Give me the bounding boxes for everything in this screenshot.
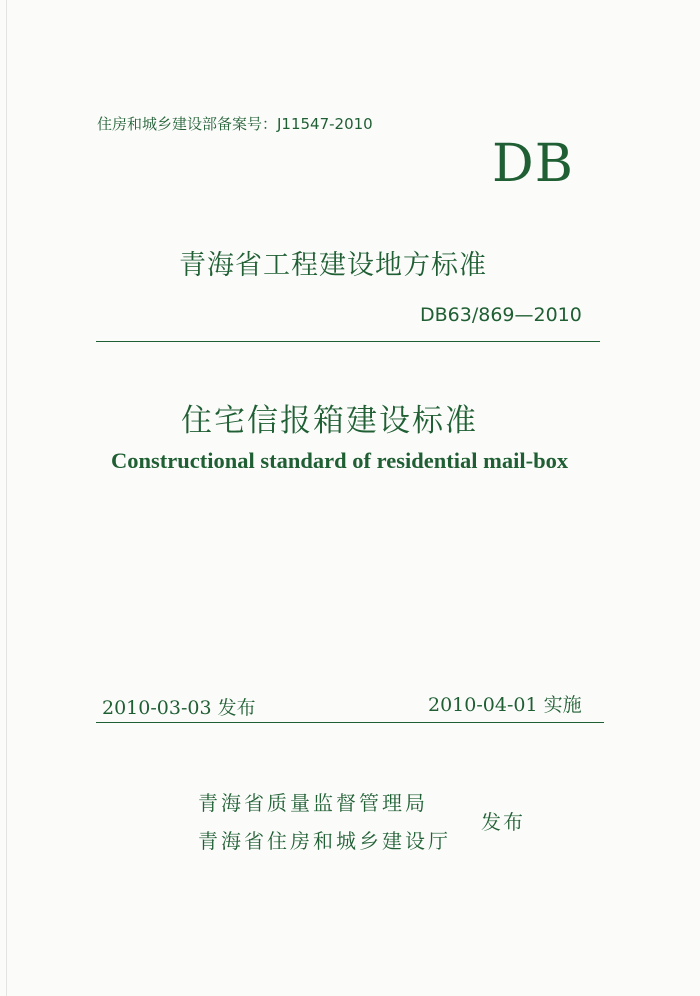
implementation-date-line [428,690,582,717]
scan-edge-line [6,0,7,996]
implementation-label: 实施 [543,694,582,716]
issuer-quality-bureau: 青海省质量监督管理局 [198,791,428,815]
title-english: Constructional standard of residential mail-box [111,448,569,473]
db-mark: DB [492,134,574,194]
issue-date-line [102,693,256,720]
standard-code: DB63/869—2010 [420,304,582,326]
issue-label: 发布 [217,697,256,719]
issuer-housing-department: 青海省住房和城乡建设厅 [198,829,451,853]
bottom-divider [96,722,604,723]
issued-label: 发布 [481,810,525,834]
issue-date: 2010-03-03 [102,697,212,719]
filing-number: 住房和城乡建设部备案号：J11547-2010 [97,115,373,133]
standard-category: 青海省工程建设地方标准 [179,250,487,281]
title-chinese: 住宅信报箱建设标准 [181,403,478,439]
implementation-date: 2010-04-01 [428,694,538,716]
top-divider [96,341,600,342]
